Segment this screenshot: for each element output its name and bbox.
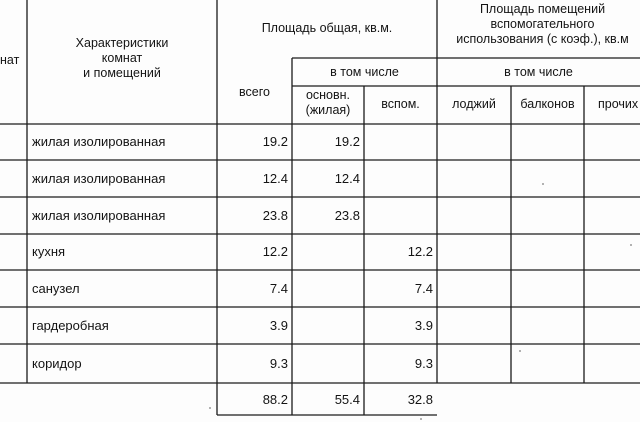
- header-characteristics: Характеристики комнат и помещений: [75, 36, 169, 80]
- scan-speck: [519, 350, 521, 352]
- header-sub-balconies: балконов: [520, 97, 575, 111]
- table-row-1-name: жилая изолированная: [32, 134, 166, 149]
- header-sub-including: в том числе: [330, 65, 399, 79]
- header-room-number: нат: [0, 53, 20, 67]
- table-row-5-total: 7.4: [269, 281, 288, 296]
- table-row-4-name: кухня: [32, 244, 66, 259]
- totals-main: 55.4: [334, 392, 360, 407]
- totals-aux: 32.8: [407, 392, 433, 407]
- header-sub-loggias: лоджий: [452, 97, 496, 111]
- table-row-2-name: жилая изолированная: [32, 171, 166, 186]
- table-row-1-total: 19.2: [262, 134, 288, 149]
- scan-speck: [630, 244, 632, 246]
- scan-speck: [542, 183, 544, 185]
- table-row-2-total: 12.4: [262, 171, 288, 186]
- scan-speck: [209, 407, 211, 409]
- table-row-3-name: жилая изолированная: [32, 208, 166, 223]
- table-row-4-aux: 12.2: [407, 244, 433, 259]
- table-row-3-total: 23.8: [262, 208, 288, 223]
- table-row-2-main: 12.4: [334, 171, 360, 186]
- table-row-3-main: 23.8: [334, 208, 360, 223]
- table-row-7-aux: 9.3: [414, 356, 433, 371]
- table-row-5-name: санузел: [32, 281, 80, 296]
- table-row-4-total: 12.2: [262, 244, 288, 259]
- table-row-1-main: 19.2: [334, 134, 360, 149]
- table-row-7-total: 9.3: [269, 356, 288, 371]
- table-row-5-aux: 7.4: [414, 281, 433, 296]
- scan-speck: [420, 418, 422, 420]
- header-sub-main: основн. (жилая): [305, 88, 351, 117]
- header-sub-total: всего: [239, 85, 270, 99]
- table-row-7-name: коридор: [32, 356, 82, 371]
- table-row-6-name: гардеробная: [32, 318, 109, 333]
- header-aux-area: Площадь помещений вспомогательного использования (с коэф.), кв.м: [456, 2, 629, 46]
- header-aux-including: в том числе: [504, 65, 573, 79]
- header-sub-other: прочих: [598, 97, 639, 111]
- table-row-6-total: 3.9: [269, 318, 288, 333]
- totals-total: 88.2: [262, 392, 288, 407]
- table-row-6-aux: 3.9: [414, 318, 433, 333]
- header-sub-aux: вспом.: [381, 97, 420, 111]
- header-area-total: Площадь общая, кв.м.: [261, 21, 393, 35]
